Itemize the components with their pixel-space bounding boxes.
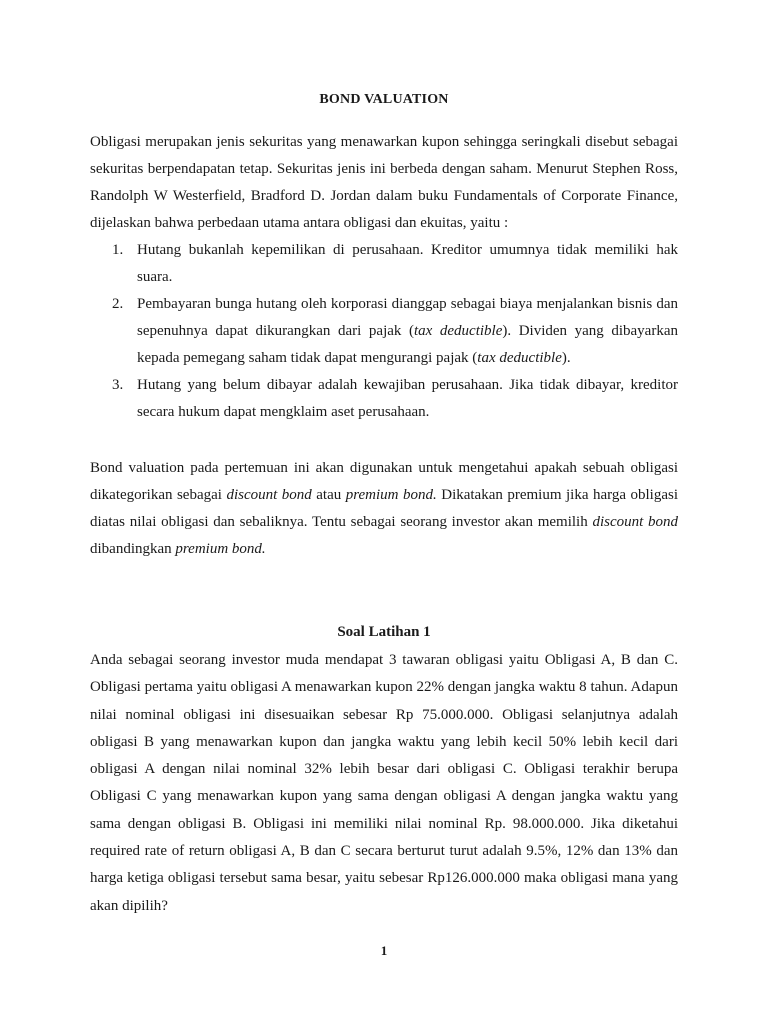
text-segment: ). Dividen yang dibayarkan kepada pemegang saham tidak dapat mengurangi pajak (: [137, 323, 678, 366]
italic-term: discount bond: [592, 514, 678, 530]
text-segment: ).: [561, 350, 571, 366]
valuation-paragraph: [90, 455, 678, 563]
exercise-paragraph: Anda sebagai seorang investor muda mendapat 3 tawaran obligasi yaitu Obligasi A, B dan C. Obligasi pertama yaitu obligasi A menawarkan kupon 22% dengan jangka waktu 8 tahun. Adapun nilai nominal obligasi ini disesuaikan sebesar Rp 75.000.000. Obligasi selanjutnya adalah obligasi B yang menawarkan kupon dan jangka waktu yang lebih kecil 50% lebih kecil dari obligasi A dengan nilai nominal 32% lebih besar dari obligasi C. Obligasi terakhir berupa Obligasi C yang menawarkan kupon yang sama dengan obligasi A dengan jangka waktu yang sama dengan obligasi B. Obligasi ini memiliki nilai nominal Rp. 98.000.000. Jika diketahui required rate of return obligasi A, B dan C secara berturut turut adalah 9.5%, 12% dan 13% dan harga ketiga obligasi tersebut sama besar, yaitu sebesar Rp126.000.000 maka obligasi mana yang akan dipilih?: [90, 652, 678, 914]
list-item-text: Hutang bukanlah kepemilikan di perusahaan. Kreditor umumnya tidak memiliki hak suara.: [137, 242, 678, 285]
text-segment: Bond valuation pada pertemuan ini akan digunakan untuk mengetahui apakah sebuah obligasi dikategorikan sebagai: [90, 460, 678, 503]
italic-term: premium bond.: [175, 541, 266, 557]
list-item: [90, 372, 678, 426]
text-segment: Pembayaran bunga hutang oleh korporasi dianggap sebagai biaya menjalankan bisnis dan sepenuhnya dapat dikurangkan dari pajak (: [137, 296, 678, 339]
italic-term: premium bond.: [345, 487, 437, 503]
exercise-title: Soal Latihan 1: [337, 624, 431, 640]
page-number: 1: [380, 943, 388, 958]
differences-list: [90, 237, 678, 426]
list-item: [90, 237, 678, 291]
document-title: BOND VALUATION: [319, 92, 449, 107]
list-item-text: Hutang yang belum dibayar adalah kewajiban perusahaan. Jika tidak dibayar, kreditor secara hukum dapat mengklaim aset perusahaan.: [137, 377, 678, 420]
list-item-text: [137, 296, 678, 366]
list-number: 1.: [112, 242, 124, 258]
list-item: [90, 291, 678, 372]
list-number: 2.: [112, 296, 124, 312]
text-segment: dibandingkan: [90, 541, 176, 557]
italic-term: tax deductible: [477, 350, 562, 366]
intro-paragraph: Obligasi merupakan jenis sekuritas yang menawarkan kupon sehingga seringkali disebut sebagai sekuritas berpendapatan tetap. Sekuritas jenis ini berbeda dengan saham. Menurut Stephen Ross, Randolph W Westerfield, Bradford D. Jordan dalam buku Fundamentals of Corporate Finance, dijelaskan bahwa perbedaan utama antara obligasi dan ekuitas, yaitu :: [90, 134, 678, 231]
italic-term: tax deductible: [413, 323, 503, 339]
list-number: 3.: [112, 377, 124, 393]
text-segment: atau: [311, 487, 346, 503]
italic-term: discount bond: [226, 487, 312, 503]
text-segment: Dikatakan premium jika harga obligasi diatas nilai obligasi dan sebaliknya. Tentu sebagai seorang investor akan memilih: [90, 487, 679, 530]
